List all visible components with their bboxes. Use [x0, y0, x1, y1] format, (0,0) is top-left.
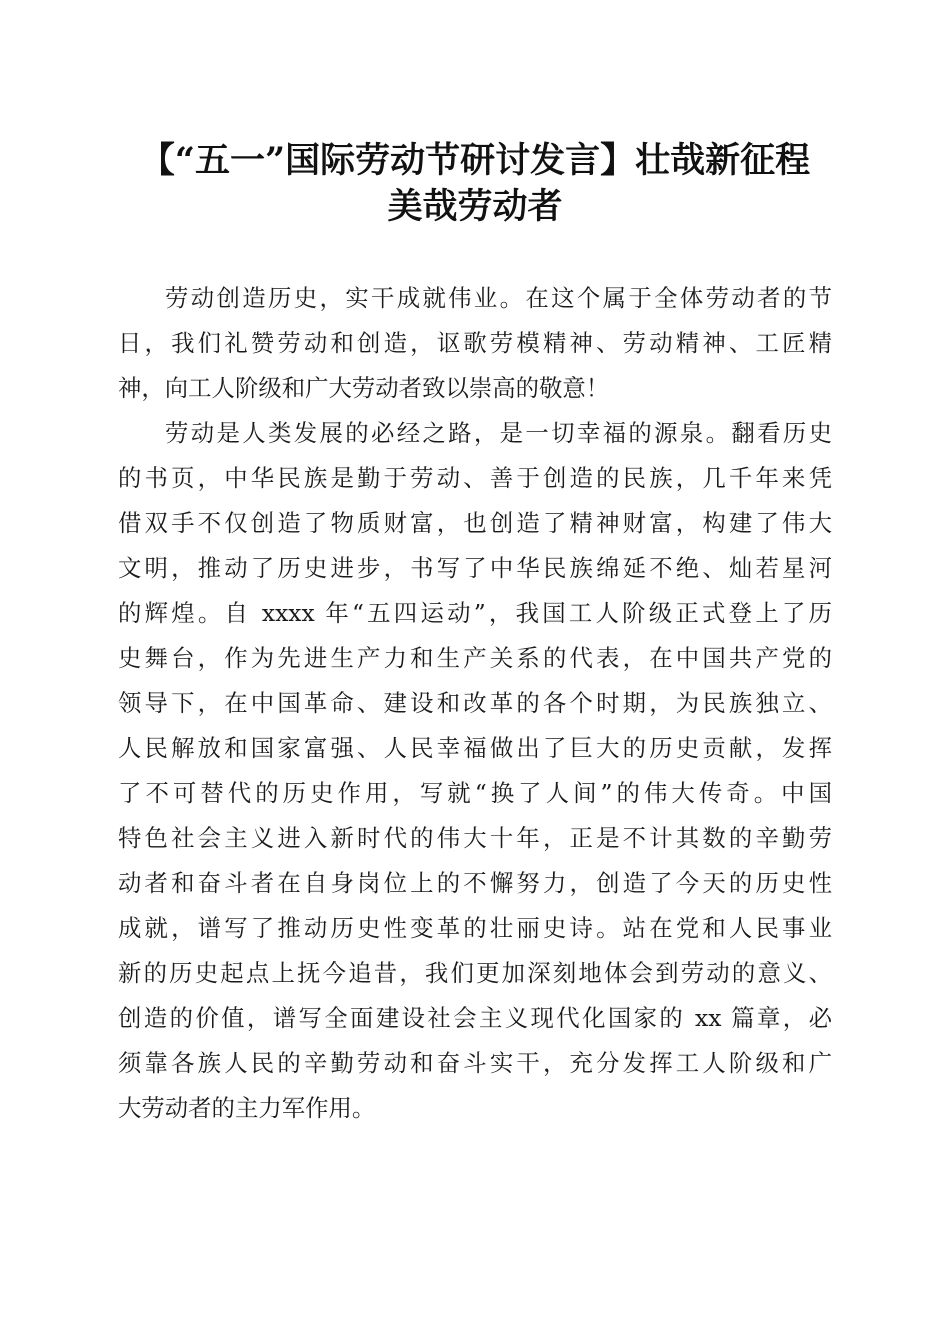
- text-line: 劳动是人类发展的必经之路，是一切幸福的源泉。翻看历史: [165, 419, 832, 447]
- document-body: [118, 276, 832, 1131]
- text-line: 领导下，在中国革命、建设和改革的各个时期，为民族独立、: [118, 689, 832, 717]
- text-line: 的书页，中华民族是勤于劳动、善于创造的民族，几千年来凭: [118, 464, 832, 492]
- text-line: 史舞台，作为先进生产力和生产关系的代表，在中国共产党的: [118, 644, 832, 672]
- text-line: 日，我们礼赞劳动和创造，讴歌劳模精神、劳动精神、工匠精: [118, 329, 832, 357]
- text-line: 了不可替代的历史作用，写就“换了人间”的伟大传奇。中国: [118, 779, 832, 807]
- text-line: 的辉煌。自 xxxx 年“五四运动”，我国工人阶级正式登上了历: [118, 599, 832, 627]
- paragraph-1: [118, 276, 832, 411]
- text-line: 劳动创造历史，实干成就伟业。在这个属于全体劳动者的节: [165, 284, 832, 312]
- text-line: 特色社会主义进入新时代的伟大十年，正是不计其数的辛勤劳: [118, 824, 832, 852]
- text-line: 借双手不仅创造了物质财富，也创造了精神财富，构建了伟大: [118, 509, 832, 537]
- document-title: [100, 138, 850, 230]
- text-line: 须靠各族人民的辛勤劳动和奋斗实干，充分发挥工人阶级和广: [118, 1049, 832, 1077]
- text-line: 人民解放和国家富强、人民幸福做出了巨大的历史贡献，发挥: [118, 734, 832, 762]
- title-line: 【“五一”国际劳动节研讨发言】壮哉新征程: [139, 140, 811, 181]
- text-line: 大劳动者的主力军作用。: [118, 1094, 376, 1122]
- paragraph-2: [118, 411, 832, 1131]
- text-line: 动者和奋斗者在自身岗位上的不懈努力，创造了今天的历史性: [118, 869, 832, 897]
- text-line: 文明，推动了历史进步，书写了中华民族绵延不绝、灿若星河: [118, 554, 832, 582]
- text-line: 神，向工人阶级和广大劳动者致以崇高的敬意！: [118, 374, 610, 402]
- text-line: 创造的价值，谱写全面建设社会主义现代化国家的 xx 篇章，必: [118, 1004, 832, 1032]
- title-line: 美哉劳动者: [387, 186, 563, 227]
- text-line: 新的历史起点上抚今追昔，我们更加深刻地体会到劳动的意义、: [118, 959, 832, 987]
- text-line: 成就，谱写了推动历史性变革的壮丽史诗。站在党和人民事业: [118, 914, 832, 942]
